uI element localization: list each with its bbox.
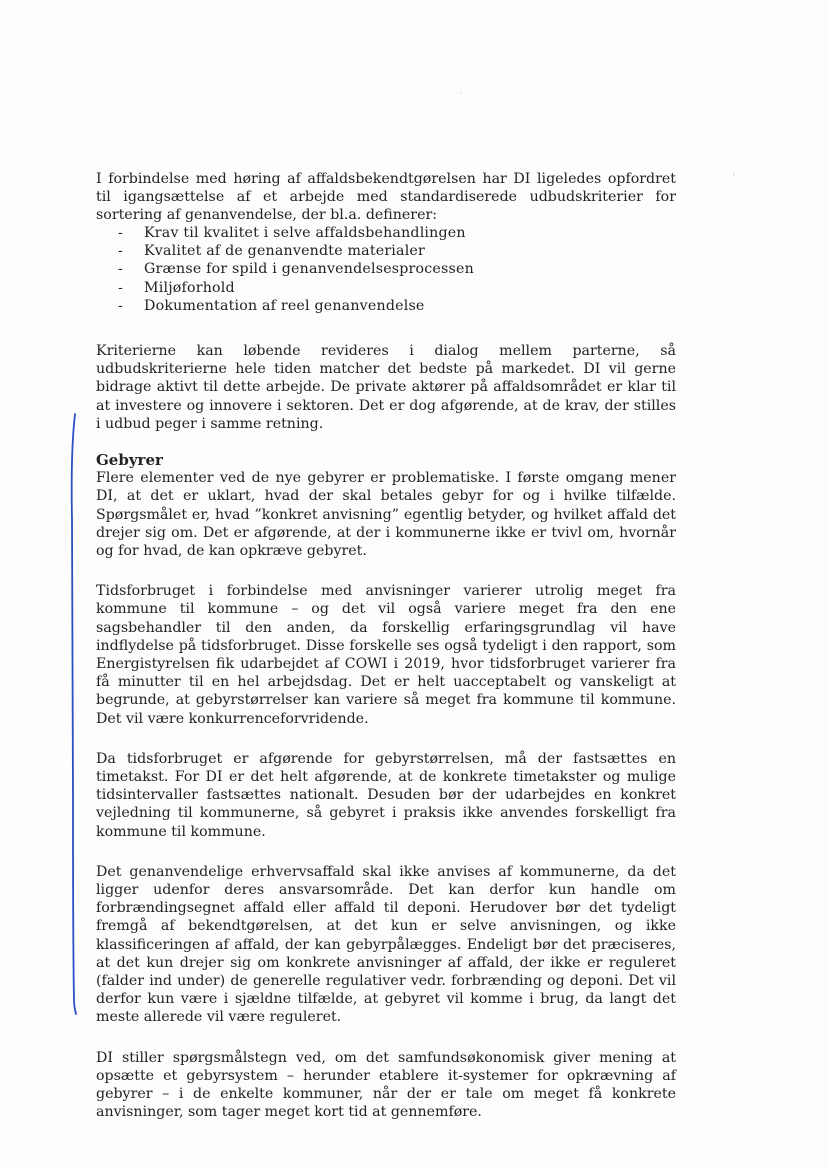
gebyrer-paragraph-3: Da tidsforbruget er afgørende for gebyrstørrelsen, må der fastsættes en timetakst. For DI er det helt afgørende, at de konkrete timetakster og mulige tidsintervaller fastsættes nationalt. Desuden bør der udarbejdes en konkret vejledning til kommunerne, så gebyret i praksis ikke anvendes forskelligt fra kommune til kommune. bbox=[96, 750, 676, 840]
handwritten-margin-line bbox=[62, 0, 82, 1169]
gebyrer-paragraph-4: Det genanvendelige erhvervsaffald skal ikke anvises af kommunerne, da det ligger udenfor deres ansvarsområde. Det kan derfor kun handle om forbrændingsegnet affald eller affald til deponi. Herudover bør det tydeligt fremgå af bekendtgørelsen, at det kun er selve anvisningen, og ikke klassificeringen af affald, der kan gebyrpålægges. Endeligt bør det præciseres, at det kun drejer sig om konkrete anvisninger af affald, der ikke er reguleret (falder ind under) de generelle regulativer vedr. forbrænding og deponi. Det vil derfor kun være i sjældne tilfælde, at gebyret vil komme i brug, da langt det meste allerede vil være reguleret. bbox=[96, 863, 676, 1026]
document-body bbox=[96, 170, 676, 1121]
bullet-dash: - bbox=[118, 279, 123, 296]
scan-speck bbox=[733, 172, 735, 176]
criteria-paragraph: Kriterierne kan løbende revideres i dialog mellem parterne, så udbudskriterierne hele tiden matcher det bedste på markedet. DI vil gerne bidrage aktivt til dette arbejde. De private aktører på affaldsområdet er klar til at investere og innovere i sektoren. Det er dog afgørende, at de krav, der stilles i udbud peger i samme retning. bbox=[96, 342, 676, 432]
criteria-list bbox=[96, 224, 676, 315]
list-item: - Grænse for spild i genanvendelsesprocessen bbox=[118, 261, 474, 278]
gebyrer-paragraph-1: Flere elementer ved de nye gebyrer er problematiske. I første omgang mener DI, at det er uklart, hvad der skal betales gebyr for og i hvilke tilfælde. Spørgsmålet er, hvad ”konkret anvisning” egentlig betyder, og hvilket affald det drejer sig om. Det er afgørende, at der i kommunerne ikke er tvivl om, hvornår og for hvad, de kan opkræve gebyret. bbox=[96, 470, 676, 559]
list-item: - Miljøforhold bbox=[118, 279, 235, 296]
gebyrer-paragraph-5: DI stiller spørgsmålstegn ved, om det samfundsøkonomisk giver mening at opsætte et gebyrsystem – herunder etablere it-systemer for opkrævning af gebyrer – i de enkelte kommuner, når der er tale om meget få konkrete anvisninger, som tager meget kort tid at gennemføre. bbox=[96, 1049, 676, 1121]
section-heading: Gebyrer bbox=[96, 450, 163, 469]
scan-speck bbox=[460, 92, 462, 94]
list-item: - Krav til kvalitet i selve affaldsbehandlingen bbox=[118, 225, 466, 241]
intro-paragraph: I forbindelse med høring af affaldsbekendtgørelsen har DI ligeledes opfordret til igangsættelse af et arbejde med standardiserede udbudskriterier for sortering af genanvendelse, der bl.a. definerer: bbox=[96, 171, 676, 224]
bullet-dash: - bbox=[118, 225, 123, 241]
list-item: - Dokumentation af reel genanvendelse bbox=[118, 297, 425, 314]
bullet-dash: - bbox=[118, 297, 123, 314]
bullet-dash: - bbox=[118, 261, 123, 278]
bullet-dash: - bbox=[118, 243, 123, 260]
gebyrer-paragraph-2: Tidsforbruget i forbindelse med anvisninger varierer utrolig meget fra kommune til kommune – og det vil også variere meget fra den ene sagsbehandler til den anden, da forskellig erfaringsgrundlag vil have indflydelse på tidsforbruget. Disse forskelle ses også tydeligt i den rapport, som Energistyrelsen fik udarbejdet af COWI i 2019, hvor tidsforbruget varierer fra få minutter til en hel arbejdsdag. Det er helt uacceptabelt og vanskeligt at begrunde, at gebyrstørrelser kan variere så meget fra kommune til kommune. Det vil være konkurrenceforvridende. bbox=[96, 583, 676, 727]
list-item: - Kvalitet af de genanvendte materialer bbox=[118, 243, 426, 260]
